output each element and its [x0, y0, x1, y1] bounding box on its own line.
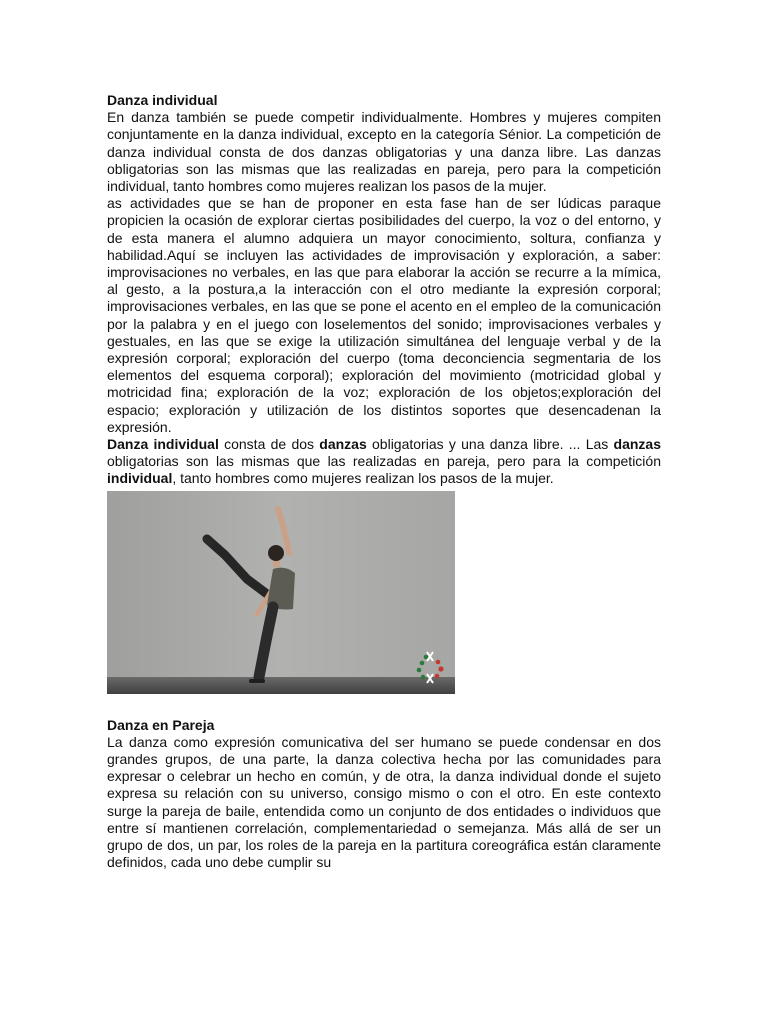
- text-run: , tanto hombres como mujeres realizan los pasos de la mujer.: [172, 470, 554, 487]
- section-heading-danza-individual: Danza individual: [107, 92, 218, 108]
- paragraph-activities: as actividades que se han de proponer en esta fase han de ser lúdicas paraque propicien la ocasión de explorar ciertas posibilidades del cuerpo, la voz o del entorno, y de esta manera el alumno adquiera un mayor conocimiento, soltura, confianza y habilidad.Aquí se incluyen las actividades de improvisación y exploración, a saber: improvisaciones no verbales, en las que para elaborar la acción se recurre a la mímica, al gesto, a la postura,a la interacción con el otro mediante la expresión corporal; improvisaciones verbales, en las que se pone el acento en el empleo de la comunicación por la palabra y en el juego con loselementos del sonido; improvisaciones verbales y gestuales, en las que se exige la utilización simultánea del lenguaje verbal y de la expresión corporal; exploración del cuerpo (toma deconciencia segmentaria de los elementos del esquema corporal); exploración del movimiento (motricidad global y motricidad fina; exploración de la voz; exploración de los objetos;exploración del espacio; exploración y utilización de los distintos soportes que desencadenan la expresión.: [107, 195, 661, 435]
- section-heading-danza-en-pareja: Danza en Pareja: [107, 716, 215, 733]
- text-run: obligatorias y una danza libre. ... Las: [366, 436, 614, 453]
- text-run: obligatorias son las mismas que las realizadas en pareja, pero para la competición: [107, 453, 661, 470]
- studio-floor: [107, 677, 455, 694]
- bold-term: individual: [107, 470, 173, 487]
- document-page: [107, 92, 661, 872]
- bold-term: danzas: [319, 436, 367, 453]
- bold-term: Danza individual: [107, 436, 219, 453]
- paragraph-summary: [107, 436, 661, 488]
- text-run: consta de dos: [218, 436, 320, 453]
- bold-term: danzas: [613, 436, 661, 453]
- paragraph-intro: En danza también se puede competir individualmente. Hombres y mujeres compiten conjuntamente en la danza individual, excepto en la categoría Sénior. La competición de danza individual consta de dos danzas obligatorias y una danza libre. Las danzas obligatorias son las mismas que las realizadas en pareja, pero para la competición individual, tanto hombres como mujeres realizan los pasos de la mujer.: [107, 109, 661, 195]
- dancer-photo: [107, 491, 455, 694]
- dancer-photo-illustration: [107, 491, 455, 694]
- paragraph-pareja: La danza como expresión comunicativa del ser humano se puede condensar en dos grandes grupos, de una parte, la danza colectiva hecha por las comunidades para expresar o celebrar un hecho en común, y de otra, la danza individual donde el sujeto expresa su relación con su universo, consigo mismo o con el otro. En este contexto surge la pareja de baile, entendida como un conjunto de dos entidades o individuos que entre sí mantienen correlación, complementariedad o semejanza. Más allá de ser un grupo de dos, un par, los roles de la pareja en la partitura coreográfica están claramente definidos, cada uno debe cumplir su: [107, 733, 661, 871]
